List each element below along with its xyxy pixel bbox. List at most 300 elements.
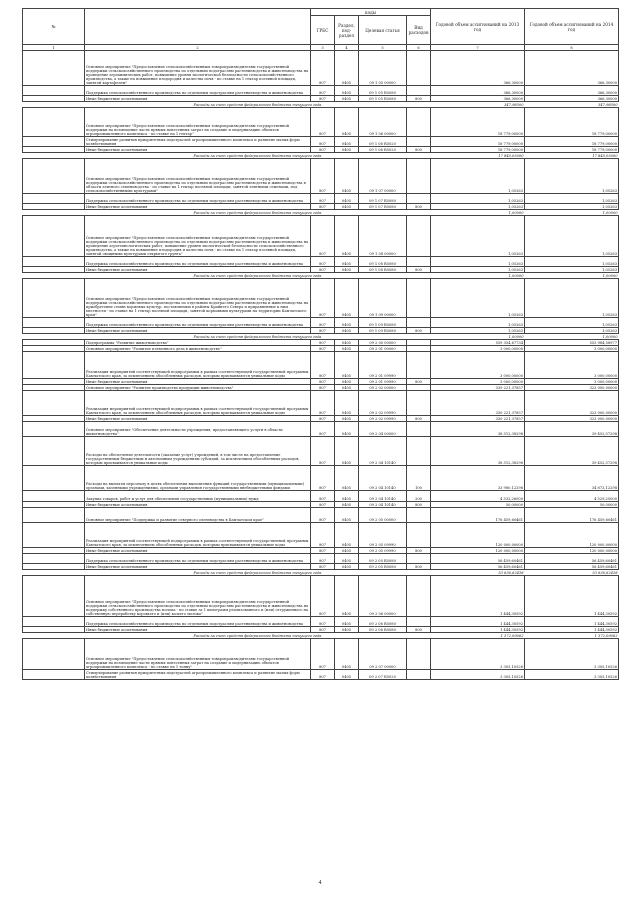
code-grbs: 807 <box>311 159 335 194</box>
code-razdel: 0405 <box>335 379 359 385</box>
code-vid: 200 <box>407 491 431 502</box>
amount-2013: 330 221,37857 <box>431 391 525 416</box>
row-number <box>23 391 85 416</box>
code-vid: 100 <box>407 466 431 491</box>
code-vid <box>407 318 431 328</box>
table-row <box>23 491 619 502</box>
code-grbs: 807 <box>311 257 335 267</box>
code-target: 09 2 05 09990 <box>359 523 407 548</box>
code-target: 09 1 06 R5020 <box>359 147 407 153</box>
code-grbs: 807 <box>311 437 335 466</box>
row-name: Основное мероприятие "Предоставление сельскохозяйственным товаропроизводителям государственной поддержки сельскохозяйственного производства по отдельным подотраслям растениеводства и животноводства в области элитного семеноводства - по ставке на 1 гектар посевной площади, занятой элитными семенами, под сельскохозяйственными культурами" <box>85 159 311 194</box>
code-razdel: 0405 <box>335 564 359 570</box>
amount-2013: 33 980,12298 <box>431 466 525 491</box>
row-name: Стимулирование развития приоритетных подотраслей агропромышленного комплекса и развитие малых форм хозяйствования <box>85 137 311 147</box>
code-target: 09 1 08 R5080 <box>359 257 407 267</box>
amount-2014: 366,30000 <box>525 86 619 96</box>
table-row <box>23 437 619 466</box>
code-grbs: 807 <box>311 267 335 273</box>
row-name: Поддержка сельскохозяйственного производства по отдельным подотраслям растениеводства и животноводства <box>85 257 311 267</box>
row-name: Иные бюджетные ассигнования <box>85 502 311 508</box>
amount-2013: 366,30000 <box>431 51 525 86</box>
code-target: 09 2 06 R5080 <box>359 627 407 633</box>
amount-2013: 53 636,62438 <box>431 570 525 576</box>
amount-2014: 56 459,60461 <box>525 554 619 564</box>
amount-2013: 1,05263 <box>431 159 525 194</box>
code-vid <box>407 108 431 137</box>
code-razdel: 0405 <box>335 437 359 466</box>
code-razdel: 0405 <box>335 86 359 96</box>
amount-2014: 1,05263 <box>525 194 619 204</box>
amount-2013: 1 444,30592 <box>431 627 525 633</box>
code-grbs: 807 <box>311 328 335 334</box>
row-number <box>23 279 85 318</box>
row-number <box>23 466 85 491</box>
table-row <box>23 86 619 96</box>
code-razdel: 0405 <box>335 422 359 437</box>
code-grbs: 807 <box>311 96 335 102</box>
table-row <box>23 216 619 257</box>
code-grbs: 807 <box>311 379 335 385</box>
amount-2014: 3 305,10526 <box>525 639 619 670</box>
row-name: Иные бюджетные ассигнования <box>85 379 311 385</box>
code-razdel: 0405 <box>335 204 359 210</box>
row-name: Закупка товаров, работ и услуг для обеспечения государственных (муниципальных) нужд <box>85 491 311 502</box>
amount-2013: 56 459,60461 <box>431 564 525 570</box>
code-vid <box>407 617 431 627</box>
amount-2013: 1,05263 <box>431 318 525 328</box>
amount-2013: 3 000,00000 <box>431 346 525 352</box>
code-razdel: 0405 <box>335 96 359 102</box>
table-row <box>23 422 619 437</box>
code-target: 09 1 08 00000 <box>359 216 407 257</box>
code-vid: 800 <box>407 627 431 633</box>
table-row <box>23 523 619 548</box>
amount-2013: 559 354,67734 <box>431 340 525 346</box>
amount-2013: 330 221,37857 <box>431 416 525 422</box>
code-target: 09 2 00 00000 <box>359 340 407 346</box>
amount-2013: 176 459,60461 <box>431 508 525 523</box>
amount-2014: 1,05263 <box>525 257 619 267</box>
amount-2013: 1 444,30592 <box>431 576 525 617</box>
amount-2014: 366,30000 <box>525 51 619 86</box>
amount-2013: 18 779,00000 <box>431 137 525 147</box>
code-target: 09 2 07 00000 <box>359 639 407 670</box>
code-vid <box>407 137 431 147</box>
page-number: 4 <box>318 880 322 886</box>
code-grbs: 807 <box>311 422 335 437</box>
table-row <box>23 257 619 267</box>
row-name: Основное мероприятие "Предоставление сельскохозяйственным товаропроизводителям государственной поддержки сельскохозяйственного производства по отдельным подотраслям растениеводства и животноводства на проведение агротехнологических работ, повышение уровня экологической безопасности сельскохозяйственного производства, а также на повышение плодородия и качества почв - по ставке на 1 гектар посевной площади, занятой овощными культурами открытого грунта" <box>85 216 311 257</box>
code-grbs: 807 <box>311 216 335 257</box>
code-grbs: 807 <box>311 147 335 153</box>
table-row <box>23 508 619 523</box>
code-grbs: 807 <box>311 318 335 328</box>
code-target: 09 1 05 R5080 <box>359 86 407 96</box>
row-name: Иные бюджетные ассигнования <box>85 564 311 570</box>
table-row <box>23 466 619 491</box>
table-row <box>23 159 619 194</box>
amount-2014: 1 444,30592 <box>525 576 619 617</box>
amount-2014: 4 529,25000 <box>525 491 619 502</box>
amount-2013: 1,05263 <box>431 267 525 273</box>
row-number <box>23 137 85 147</box>
code-target: 09 1 07 00000 <box>359 159 407 194</box>
code-target: 09 1 09 00000 <box>359 279 407 318</box>
code-razdel: 0405 <box>335 576 359 617</box>
column-index: 5 <box>359 45 407 51</box>
header-grbs: ГРБС <box>311 16 335 45</box>
amount-2014: 120 000,00000 <box>525 548 619 554</box>
row-name: Основное мероприятие "Предоставление сельскохозяйственным товаропроизводителям государственной поддержки сельскохозяйственного производства по отдельным подотраслям растениеводства и животноводства на приобретение семян кормовых культур, поставляемых в районы Крайнего Севера и приравненные к ним местности - по ставке на 1 гектар посевной площади, занятой кормовыми культурами на территории Камчатского края" <box>85 279 311 318</box>
table-row <box>23 51 619 86</box>
amount-2014: 120 000,00000 <box>525 523 619 548</box>
code-razdel: 0405 <box>335 670 359 680</box>
amount-2014: 18 779,00000 <box>525 147 619 153</box>
code-razdel: 0405 <box>335 147 359 153</box>
code-vid: 800 <box>407 204 431 210</box>
amount-2013: 17 840,05000 <box>431 153 525 159</box>
amount-2014: 3 305,10526 <box>525 670 619 680</box>
column-index: 4 <box>335 45 359 51</box>
amount-2014: 34 873,12298 <box>525 466 619 491</box>
code-razdel: 0405 <box>335 466 359 491</box>
code-grbs: 807 <box>311 86 335 96</box>
code-grbs: 807 <box>311 523 335 548</box>
row-name: Иные бюджетные ассигнования <box>85 96 311 102</box>
funding-source-label: Расходы за счет средств федерального бюджета текущего года <box>85 210 431 216</box>
code-target: 09 2 04 10140 <box>359 466 407 491</box>
code-grbs: 807 <box>311 554 335 564</box>
amount-2013: 1,05263 <box>431 257 525 267</box>
code-grbs: 807 <box>311 508 335 523</box>
code-target: 09 2 06 00000 <box>359 576 407 617</box>
row-number <box>23 670 85 680</box>
code-razdel: 0405 <box>335 523 359 548</box>
amount-2013: 347,98500 <box>431 102 525 108</box>
column-index: 8 <box>525 45 619 51</box>
amount-2013: 3 000,00000 <box>431 352 525 379</box>
code-target: 09 2 01 09990 <box>359 379 407 385</box>
code-razdel: 0405 <box>335 346 359 352</box>
amount-2014: 53 636,62438 <box>525 570 619 576</box>
code-grbs: 807 <box>311 617 335 627</box>
code-razdel: 0405 <box>335 385 359 391</box>
header-target: Целевая статья <box>359 16 407 45</box>
amount-2014: 1 444,30592 <box>525 627 619 633</box>
code-razdel: 0405 <box>335 617 359 627</box>
amount-2014: 323 000,00000 <box>525 385 619 391</box>
row-name: Расходы на обеспечение деятельности (оказание услуг) учреждений, в том числе на предоставление государственным бюджетным и автономным учреждениям субсидий, за исключением обособленных расходов, которым присваиваются уникальные коды <box>85 437 311 466</box>
funding-source-label: Расходы за счет средств федерального бюджета текущего года <box>85 633 431 639</box>
row-name: Иные бюджетные ассигнования <box>85 416 311 422</box>
amount-2013: 18 779,00000 <box>431 108 525 137</box>
header-vid: Вид расходов <box>407 16 431 45</box>
amount-2013: 3 000,00000 <box>431 379 525 385</box>
code-razdel: 0405 <box>335 340 359 346</box>
code-razdel: 0405 <box>335 137 359 147</box>
amount-2014: 366,30000 <box>525 96 619 102</box>
amount-2014: 176 459,60461 <box>525 508 619 523</box>
table-row <box>23 617 619 627</box>
code-vid: 800 <box>407 564 431 570</box>
code-razdel: 0405 <box>335 257 359 267</box>
code-vid <box>407 670 431 680</box>
code-razdel: 0405 <box>335 318 359 328</box>
code-razdel: 0405 <box>335 391 359 416</box>
table-row <box>23 391 619 416</box>
amount-2013: 1 372,09062 <box>431 633 525 639</box>
code-target: 09 1 06 R5020 <box>359 137 407 147</box>
code-grbs: 807 <box>311 108 335 137</box>
amount-2014: 1,00000 <box>525 210 619 216</box>
amount-2013: 1,00000 <box>431 273 525 279</box>
code-razdel: 0405 <box>335 279 359 318</box>
code-grbs: 807 <box>311 204 335 210</box>
code-razdel: 0405 <box>335 328 359 334</box>
amount-2014: 553 984,58977 <box>525 340 619 346</box>
row-name: Основное мероприятие "Поддержка и развитие северного оленеводства в Камчатском крае" <box>85 508 311 523</box>
table-row <box>23 137 619 147</box>
code-target: 09 2 04 10140 <box>359 502 407 508</box>
code-target: 09 2 02 09990 <box>359 416 407 422</box>
amount-2014: 1,05263 <box>525 267 619 273</box>
code-vid <box>407 352 431 379</box>
row-name: Поддержка сельскохозяйственного производства по отдельным подотраслям растениеводства и животноводства <box>85 318 311 328</box>
amount-2013: 1,05263 <box>431 279 525 318</box>
amount-2013: 366,30000 <box>431 86 525 96</box>
row-name: Основное мероприятие "Развитие производства продукции животноводства" <box>85 385 311 391</box>
amount-2014: 1,00000 <box>525 273 619 279</box>
code-target: 09 2 07 R5020 <box>359 670 407 680</box>
code-vid <box>407 508 431 523</box>
code-razdel: 0405 <box>335 554 359 564</box>
code-target: 09 1 09 R5080 <box>359 328 407 334</box>
row-name: Расходы на выплаты персоналу в целях обеспечения выполнения функций государственными (муниципальными) органами, казенными учреждениями, органами управления государственными внебюджетными фондами <box>85 466 311 491</box>
code-vid <box>407 523 431 548</box>
funding-source-label: Расходы за счет средств федерального бюджета текущего года <box>85 570 431 576</box>
code-target: 09 2 05 09990 <box>359 548 407 554</box>
row-number <box>23 422 85 437</box>
table-row <box>23 194 619 204</box>
code-grbs: 807 <box>311 391 335 416</box>
funding-source-label: Расходы за счет средств федерального бюджета текущего года <box>85 102 431 108</box>
table-row <box>23 352 619 379</box>
code-target: 09 1 06 00000 <box>359 108 407 137</box>
code-target: 09 2 05 R5080 <box>359 554 407 564</box>
row-number <box>23 86 85 96</box>
code-vid <box>407 159 431 194</box>
code-target: 09 1 08 R5080 <box>359 267 407 273</box>
row-name: Поддержка сельскохозяйственного производства по отдельным подотраслям растениеводства и животноводства <box>85 194 311 204</box>
code-grbs: 807 <box>311 627 335 633</box>
code-vid <box>407 576 431 617</box>
amount-2014: 39 452,57298 <box>525 422 619 437</box>
amount-2013: 1,00000 <box>431 210 525 216</box>
code-grbs: 807 <box>311 352 335 379</box>
code-razdel: 0405 <box>335 508 359 523</box>
code-vid: 800 <box>407 96 431 102</box>
table-row <box>23 108 619 137</box>
code-vid: 800 <box>407 548 431 554</box>
amount-2013: 3 305,10526 <box>431 670 525 680</box>
row-name: Поддержка сельскохозяйственного производства по отдельным подотраслям растениеводства и животноводства <box>85 617 311 627</box>
row-name: Поддержка сельскохозяйственного производства по отдельным подотраслям растениеводства и животноводства <box>85 554 311 564</box>
row-number <box>23 639 85 670</box>
amount-2013: 120 000,00000 <box>431 548 525 554</box>
table-row <box>23 576 619 617</box>
row-number <box>23 216 85 257</box>
row-name: Основное мероприятие "Предоставление сельскохозяйственным товаропроизводителям государственной поддержки на возмещение части прямых понесенных затрат на создание и модернизацию объектов агропромышленного комплекса - по ставке на 1 гектар" <box>85 108 311 137</box>
code-target: 09 2 01 09990 <box>359 352 407 379</box>
code-target: 09 2 05 R5080 <box>359 564 407 570</box>
code-grbs: 807 <box>311 670 335 680</box>
column-index: 3 <box>311 45 335 51</box>
row-name: Основное мероприятие "Предоставление сельскохозяйственным товаропроизводителям государственной поддержки сельскохозяйственного производства по отдельным подотраслям растениеводства и животноводства на проведение агрохимических работ, повышение уровня экологической безопасности сельскохозяйственного производства, а также на повышение плодородия и качества почв - по ставке на 1 гектар посевной площади, занятой картофелем" <box>85 51 311 86</box>
amount-2013: 1,05263 <box>431 216 525 257</box>
code-target: 09 1 07 R5080 <box>359 194 407 204</box>
code-razdel: 0405 <box>335 352 359 379</box>
amount-2014: 1,05263 <box>525 204 619 210</box>
code-target: 09 2 02 00000 <box>359 385 407 391</box>
code-razdel: 0405 <box>335 502 359 508</box>
code-target: 09 1 05 R5080 <box>359 96 407 102</box>
code-target: 09 2 04 10140 <box>359 437 407 466</box>
code-vid <box>407 86 431 96</box>
code-vid <box>407 422 431 437</box>
code-grbs: 807 <box>311 502 335 508</box>
row-name: Иные бюджетные ассигнования <box>85 267 311 273</box>
code-razdel: 0405 <box>335 639 359 670</box>
amount-2014: 1,05263 <box>525 328 619 334</box>
code-razdel: 0405 <box>335 416 359 422</box>
row-name: Основное мероприятие "Предоставление сельскохозяйственным товаропроизводителям государственной поддержки на возмещение части прямых понесенных затрат на создание и модернизацию объектов агропромышленного комплекса - по ставке на 1 тонну" <box>85 639 311 670</box>
code-vid <box>407 279 431 318</box>
amount-2014: 3 000,00000 <box>525 352 619 379</box>
code-vid: 800 <box>407 379 431 385</box>
code-vid: 800 <box>407 502 431 508</box>
row-name: Иные бюджетные ассигнования <box>85 328 311 334</box>
row-name: Поддержка сельскохозяйственного производства по отдельным подотраслям растениеводства и животноводства <box>85 86 311 96</box>
header-2014: Годовой объем ассигнований на 2014 год <box>525 9 619 45</box>
code-vid: 800 <box>407 147 431 153</box>
code-grbs: 807 <box>311 548 335 554</box>
table-row <box>23 279 619 318</box>
table-row <box>23 318 619 328</box>
code-vid: 800 <box>407 328 431 334</box>
amount-2014: 1,05263 <box>525 216 619 257</box>
code-razdel: 0405 <box>335 267 359 273</box>
code-grbs: 807 <box>311 564 335 570</box>
amount-2013: 339 221,37857 <box>431 385 525 391</box>
row-number <box>23 318 85 328</box>
amount-2013: 38 512,38298 <box>431 437 525 466</box>
amount-2014: 3 000,00000 <box>525 346 619 352</box>
column-index: 2 <box>85 45 311 51</box>
code-vid: 800 <box>407 416 431 422</box>
code-target: 09 2 06 R5080 <box>359 617 407 627</box>
code-grbs: 807 <box>311 466 335 491</box>
amount-2014: 18 779,00000 <box>525 108 619 137</box>
amount-2014: 323 000,00000 <box>525 391 619 416</box>
code-razdel: 0405 <box>335 159 359 194</box>
amount-2014: 1,00000 <box>525 334 619 340</box>
code-grbs: 807 <box>311 279 335 318</box>
column-index: 7 <box>431 45 525 51</box>
amount-2013: 18 779,00000 <box>431 147 525 153</box>
amount-2014: 1 372,09062 <box>525 633 619 639</box>
amount-2014: 323 000,00000 <box>525 416 619 422</box>
code-target: 09 2 02 09990 <box>359 391 407 416</box>
row-number <box>23 554 85 564</box>
code-vid <box>407 51 431 86</box>
row-number <box>23 108 85 137</box>
code-vid <box>407 391 431 416</box>
code-target: 09 1 09 R5080 <box>359 318 407 328</box>
funding-source-label: Расходы за счет средств федерального бюджета текущего года <box>85 273 431 279</box>
code-grbs: 807 <box>311 346 335 352</box>
code-razdel: 0405 <box>335 627 359 633</box>
table-row <box>23 670 619 680</box>
row-name: Реализация мероприятий соответствующей подпрограммы в рамках соответствующей государственной программы Камчатского края, за исключением обособленных расходов, которым присваиваются уникальные коды <box>85 523 311 548</box>
amount-2013: 120 000,00000 <box>431 523 525 548</box>
amount-2014: 39 452,57298 <box>525 437 619 466</box>
code-target: 09 2 04 10140 <box>359 491 407 502</box>
amount-2014: 50,00000 <box>525 502 619 508</box>
row-number <box>23 51 85 86</box>
header-name <box>85 9 311 45</box>
code-grbs: 807 <box>311 137 335 147</box>
amount-2014: 347,98500 <box>525 102 619 108</box>
header-razdel: Раздел, под-раздел <box>335 16 359 45</box>
code-grbs: 807 <box>311 51 335 86</box>
code-target: 09 2 05 00000 <box>359 508 407 523</box>
table-row <box>23 639 619 670</box>
budget-allocation-table <box>22 8 619 680</box>
code-vid <box>407 437 431 466</box>
row-name: Иные бюджетные ассигнования <box>85 204 311 210</box>
row-name: Стимулирование развития приоритетных подотраслей агропромышленного комплекса и развитие малых форм хозяйствования <box>85 670 311 680</box>
budget-table-page <box>22 8 618 680</box>
header-2013: Годовой объем ассигнований на 2013 год <box>431 9 525 45</box>
row-number <box>23 194 85 204</box>
amount-2013: 1,00000 <box>431 334 525 340</box>
code-razdel: 0405 <box>335 194 359 204</box>
row-number <box>23 352 85 379</box>
code-grbs: 807 <box>311 576 335 617</box>
row-number <box>23 617 85 627</box>
amount-2014: 18 779,00000 <box>525 137 619 147</box>
amount-2014: 1 444,30592 <box>525 617 619 627</box>
code-vid <box>407 639 431 670</box>
code-target: 09 2 04 00000 <box>359 422 407 437</box>
amount-2013: 56 459,60461 <box>431 554 525 564</box>
row-name: Иные бюджетные ассигнования <box>85 627 311 633</box>
code-grbs: 807 <box>311 385 335 391</box>
code-razdel: 0405 <box>335 108 359 137</box>
row-number <box>23 576 85 617</box>
table-row <box>23 554 619 564</box>
amount-2013: 50,00000 <box>431 502 525 508</box>
header-row-1 <box>23 9 619 16</box>
amount-2014: 56 459,60461 <box>525 564 619 570</box>
code-vid <box>407 257 431 267</box>
funding-source-label: Расходы за счет средств федерального бюджета текущего года <box>85 153 431 159</box>
code-razdel: 0405 <box>335 548 359 554</box>
row-name: Иные бюджетные ассигнования <box>85 548 311 554</box>
table-body <box>23 51 619 680</box>
row-name: Иные бюджетные ассигнования <box>85 147 311 153</box>
